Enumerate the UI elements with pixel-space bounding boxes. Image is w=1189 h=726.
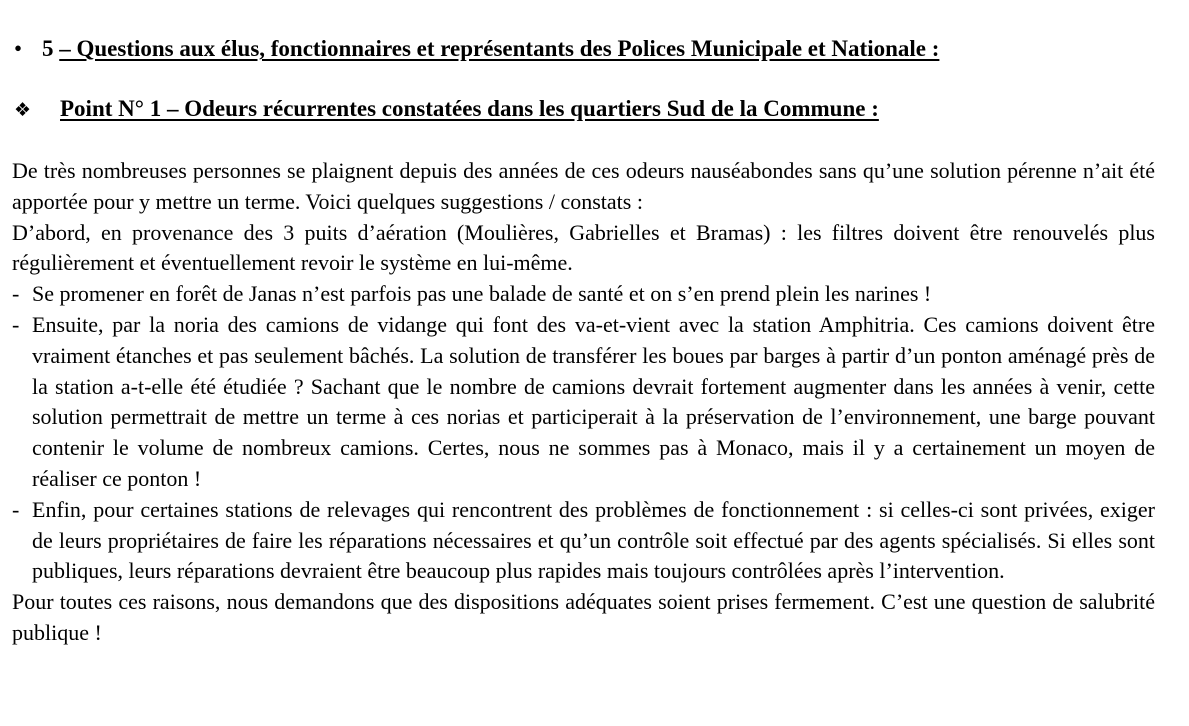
- dash-marker: -: [12, 281, 20, 307]
- conclusion-paragraph: Pour toutes ces raisons, nous demandons que des dispositions adéquates soient prises fermement. C’est une question de salubrité publique !: [12, 589, 1155, 645]
- intro-paragraph: De très nombreuses personnes se plaignent depuis des années de ces odeurs nauséabondes sans qu’une solution pérenne n’ait été apportée pour y mettre un terme. Voici quelques suggestions / constats :: [12, 158, 1155, 214]
- dash-item-text: Se promener en forêt de Janas n’est parfois pas une balade de santé et on s’en prend plein les narines !: [32, 281, 932, 307]
- point-heading: [14, 93, 879, 126]
- dash-list-item: [12, 279, 1155, 310]
- dash-marker: -: [12, 311, 20, 337]
- dash-list-item: [12, 495, 1155, 587]
- first-paragraph: D’abord, en provenance des 3 puits d’aération (Moulières, Gabrielles et Bramas) : les filtres doivent être renouvelés plus régulièrement et éventuellement revoir le système en lui-même.: [12, 219, 1155, 276]
- section-title: – Questions aux élus, fonctionnaires et représentants des Polices Municipale et Nationale :: [59, 36, 940, 61]
- document-body: [12, 156, 1155, 649]
- section-heading: [14, 33, 939, 65]
- point-title: Point N° 1 – Odeurs récurrentes constatées dans les quartiers Sud de la Commune :: [60, 96, 879, 121]
- bullet-icon: •: [14, 36, 23, 61]
- dash-marker: -: [12, 496, 20, 522]
- dash-list-item: [12, 310, 1155, 495]
- section-number: 5: [42, 36, 54, 61]
- dash-item-text: Enfin, pour certaines stations de relevages qui rencontrent des problèmes de fonctionnement : si celles-ci sont privées, exiger de leurs propriétaires de faire les réparations nécessaires et qu’un contrôle soit effectué par des agents spécialisés. Si elles sont publiques, leurs réparations devraient être beaucoup plus rapides mais toujours contrôlées après l’intervention.: [32, 496, 1155, 584]
- dash-item-text: Ensuite, par la noria des camions de vidange qui font des va-et-vient avec la station Amphitria. Ces camions doivent être vraiment étanches et pas seulement bâchés. La solution de transférer les boues par barges à partir d’un ponton aménagé près de la station a-t-elle été étudiée ? Sachant que le nombre de camions devrait fortement augmenter dans les années à venir, cette solution permettrait de mettre un terme à ces norias et participerait à la préservation de l’environnement, une barge pouvant contenir le volume de nombreux camions. Certes, nous ne sommes pas à Monaco, mais il y a certainement un moyen de réaliser ce ponton !: [32, 311, 1155, 491]
- diamond-bullet-icon: ❖: [14, 99, 32, 121]
